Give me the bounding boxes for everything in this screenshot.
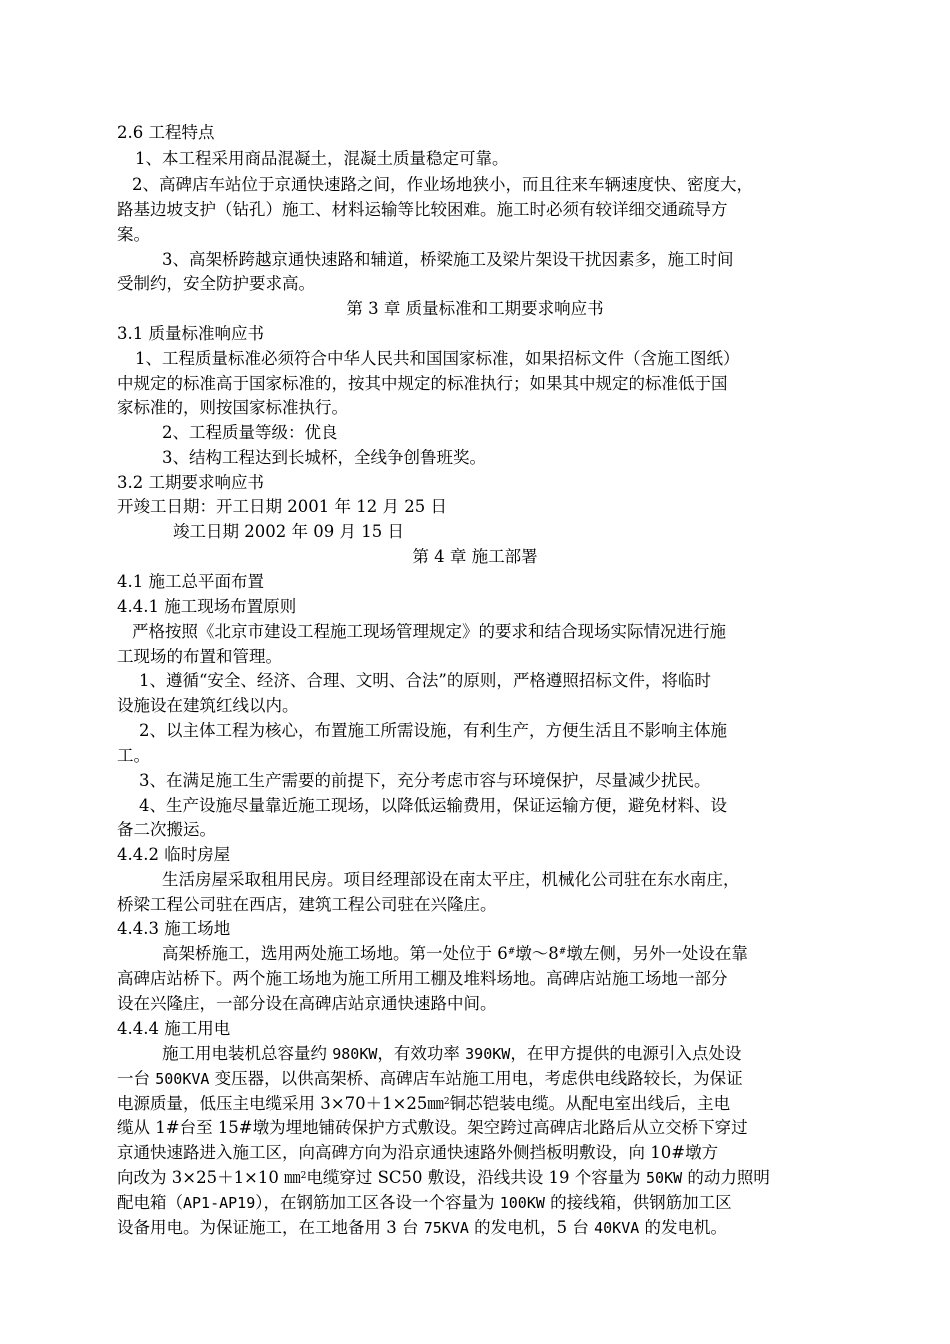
- paragraph-line: 工现场的布置和管理。: [117, 647, 282, 666]
- paragraph-line: 中规定的标准高于国家标准的，按其中规定的标准执行；如果其中规定的标准低于国: [117, 374, 728, 393]
- paragraph-line: 设施设在建筑红线以内。: [117, 696, 299, 715]
- paragraph-line: [117, 1166, 770, 1190]
- text-run: 铜芯铠装电缆。从配电室出线后，主电: [449, 1094, 731, 1113]
- superscript: 2: [443, 1097, 450, 1107]
- section-heading-3-1: 3.1 质量标准响应书: [117, 324, 264, 343]
- section-heading-4-4-1: 4.4.1 施工现场布置原则: [117, 597, 297, 616]
- paragraph-line: 案。: [117, 225, 150, 244]
- text-run: 电缆穿过 SC50 敷设，沿线共设 19 个容量为: [306, 1168, 647, 1187]
- paragraph-line: 高碑店站桥下。两个施工场地为施工所用工棚及堆料场地。高碑店站施工场地一部分: [117, 969, 728, 988]
- value-run: 390KW: [465, 1045, 511, 1063]
- paragraph-line: 设在兴隆庄，一部分设在高碑店站京通快速路中间。: [117, 994, 497, 1013]
- text-run: 一台: [117, 1069, 156, 1088]
- paragraph-line: 4、生产设施尽量靠近施工现场，以降低运输费用，保证运输方便，避免材料、设: [139, 796, 727, 815]
- paragraph-line: [162, 942, 748, 966]
- value-run: 500KVA: [155, 1070, 210, 1088]
- value-run: AP1-AP19: [183, 1194, 256, 1212]
- superscript: 2: [300, 1171, 307, 1181]
- text-run: 配电箱（: [117, 1193, 183, 1212]
- text-run: 墩左侧，另外一处设在靠: [566, 944, 748, 963]
- text-run: 高架桥施工，选用两处施工场地。第一处位于 6: [162, 944, 508, 963]
- paragraph-line: [117, 1216, 727, 1240]
- section-heading-4-4-2: 4.4.2 临时房屋: [117, 845, 231, 864]
- paragraph-line: 2、工程质量等级：优良: [162, 423, 338, 442]
- text-run: 的发电机。: [639, 1218, 728, 1237]
- paragraph-line: 1、本工程采用商品混凝土，混凝土质量稳定可靠。: [135, 149, 509, 168]
- text-run: 设备用电。为保证施工，在工地备用 3 台: [117, 1218, 424, 1237]
- text-run: 施工用电装机总容量约: [162, 1044, 333, 1063]
- section-heading-4-4-3: 4.4.3 施工场地: [117, 919, 231, 938]
- text-run: ），在钢筋加工区各设一个容量为: [255, 1193, 500, 1212]
- text-run: ，在甲方提供的电源引入点处设: [510, 1044, 742, 1063]
- paragraph-line: [162, 1042, 741, 1066]
- value-run: 75KVA: [423, 1219, 469, 1237]
- paragraph-line: 路基边坡支护（钻孔）施工、材料运输等比较困难。施工时必须有较详细交通疏导方: [117, 200, 728, 219]
- text-run: 向改为 3×25＋1×10 ㎜: [117, 1168, 301, 1187]
- paragraph-line: 受制约，安全防护要求高。: [117, 274, 315, 293]
- chapter-heading-4: 第 4 章 施工部署: [412, 547, 538, 566]
- paragraph-line: 缆从 1#台至 15#墩为埋地铺砖保护方式敷设。架空跨过高碑店北路后从立交桥下穿过: [117, 1118, 748, 1137]
- chapter-heading-3: 第 3 章 质量标准和工期要求响应书: [346, 299, 604, 318]
- text-run: 墩～8: [515, 944, 559, 963]
- paragraph-line: [117, 1092, 730, 1116]
- text-run: 的发电机，5 台: [468, 1218, 595, 1237]
- text-run: 的动力照明: [682, 1168, 770, 1187]
- start-date-line: 开竣工日期：开工日期 2001 年 12 月 25 日: [117, 497, 447, 516]
- text-run: 电源质量，低压主电缆采用 3×70＋1×25㎜: [117, 1094, 444, 1113]
- paragraph-line: 2、以主体工程为核心，布置施工所需设施，有利生产，方便生活且不影响主体施: [139, 721, 727, 740]
- text-run: 的接线箱，供钢筋加工区: [544, 1193, 732, 1212]
- text-run: 变压器，以供高架桥、高碑店车站施工用电，考虑供电线路较长，为保证: [209, 1069, 743, 1088]
- paragraph-line: 3、高架桥跨越京通快速路和辅道，桥梁施工及梁片架设干扰因素多，施工时间: [162, 250, 734, 269]
- paragraph-line: 1、工程质量标准必须符合中华人民共和国国家标准，如果招标文件（含施工图纸）: [135, 349, 740, 368]
- superscript: #: [507, 947, 516, 957]
- section-heading-2-6: 2.6 工程特点: [117, 123, 215, 142]
- value-run: 100KW: [499, 1194, 545, 1212]
- paragraph-line: 2、高碑店车站位于京通快速路之间，作业场地狭小，而且往来车辆速度快、密度大，: [132, 175, 753, 194]
- paragraph-line: 3、在满足施工生产需要的前提下，充分考虑市容与环境保护，尽量减少扰民。: [139, 771, 711, 790]
- paragraph-line: 1、遵循“安全、经济、合理、文明、合法”的原则，严格遵照招标文件，将临时: [139, 671, 711, 690]
- paragraph-line: 桥梁工程公司驻在西店，建筑工程公司驻在兴隆庄。: [117, 895, 497, 914]
- text-run: ，有效功率: [377, 1044, 466, 1063]
- paragraph-line: [117, 1191, 732, 1215]
- paragraph-line: 生活房屋采取租用民房。项目经理部设在南太平庄，机械化公司驻在东水南庄，: [162, 870, 740, 889]
- paragraph-line: [117, 1067, 743, 1091]
- superscript: #: [558, 947, 567, 957]
- paragraph-line: 京通快速路进入施工区，向高碑方向为沿京通快速路外侧挡板明敷设，向 10#墩方: [117, 1143, 719, 1162]
- paragraph-line: 备二次搬运。: [117, 820, 216, 839]
- value-run: 980KW: [332, 1045, 378, 1063]
- paragraph-line: 工。: [117, 746, 150, 765]
- value-run: 40KVA: [594, 1219, 640, 1237]
- paragraph-line: 家标准的，则按国家标准执行。: [117, 398, 348, 417]
- paragraph-line: 3、结构工程达到长城杯，全线争创鲁班奖。: [162, 448, 486, 467]
- section-heading-4-1: 4.1 施工总平面布置: [117, 572, 264, 591]
- section-heading-3-2: 3.2 工期要求响应书: [117, 473, 264, 492]
- section-heading-4-4-4: 4.4.4 施工用电: [117, 1019, 231, 1038]
- paragraph-line: 严格按照《北京市建设工程施工现场管理规定》的要求和结合现场实际情况进行施: [132, 622, 726, 641]
- end-date-line: 竣工日期 2002 年 09 月 15 日: [173, 522, 404, 541]
- value-run: 50KW: [646, 1169, 683, 1187]
